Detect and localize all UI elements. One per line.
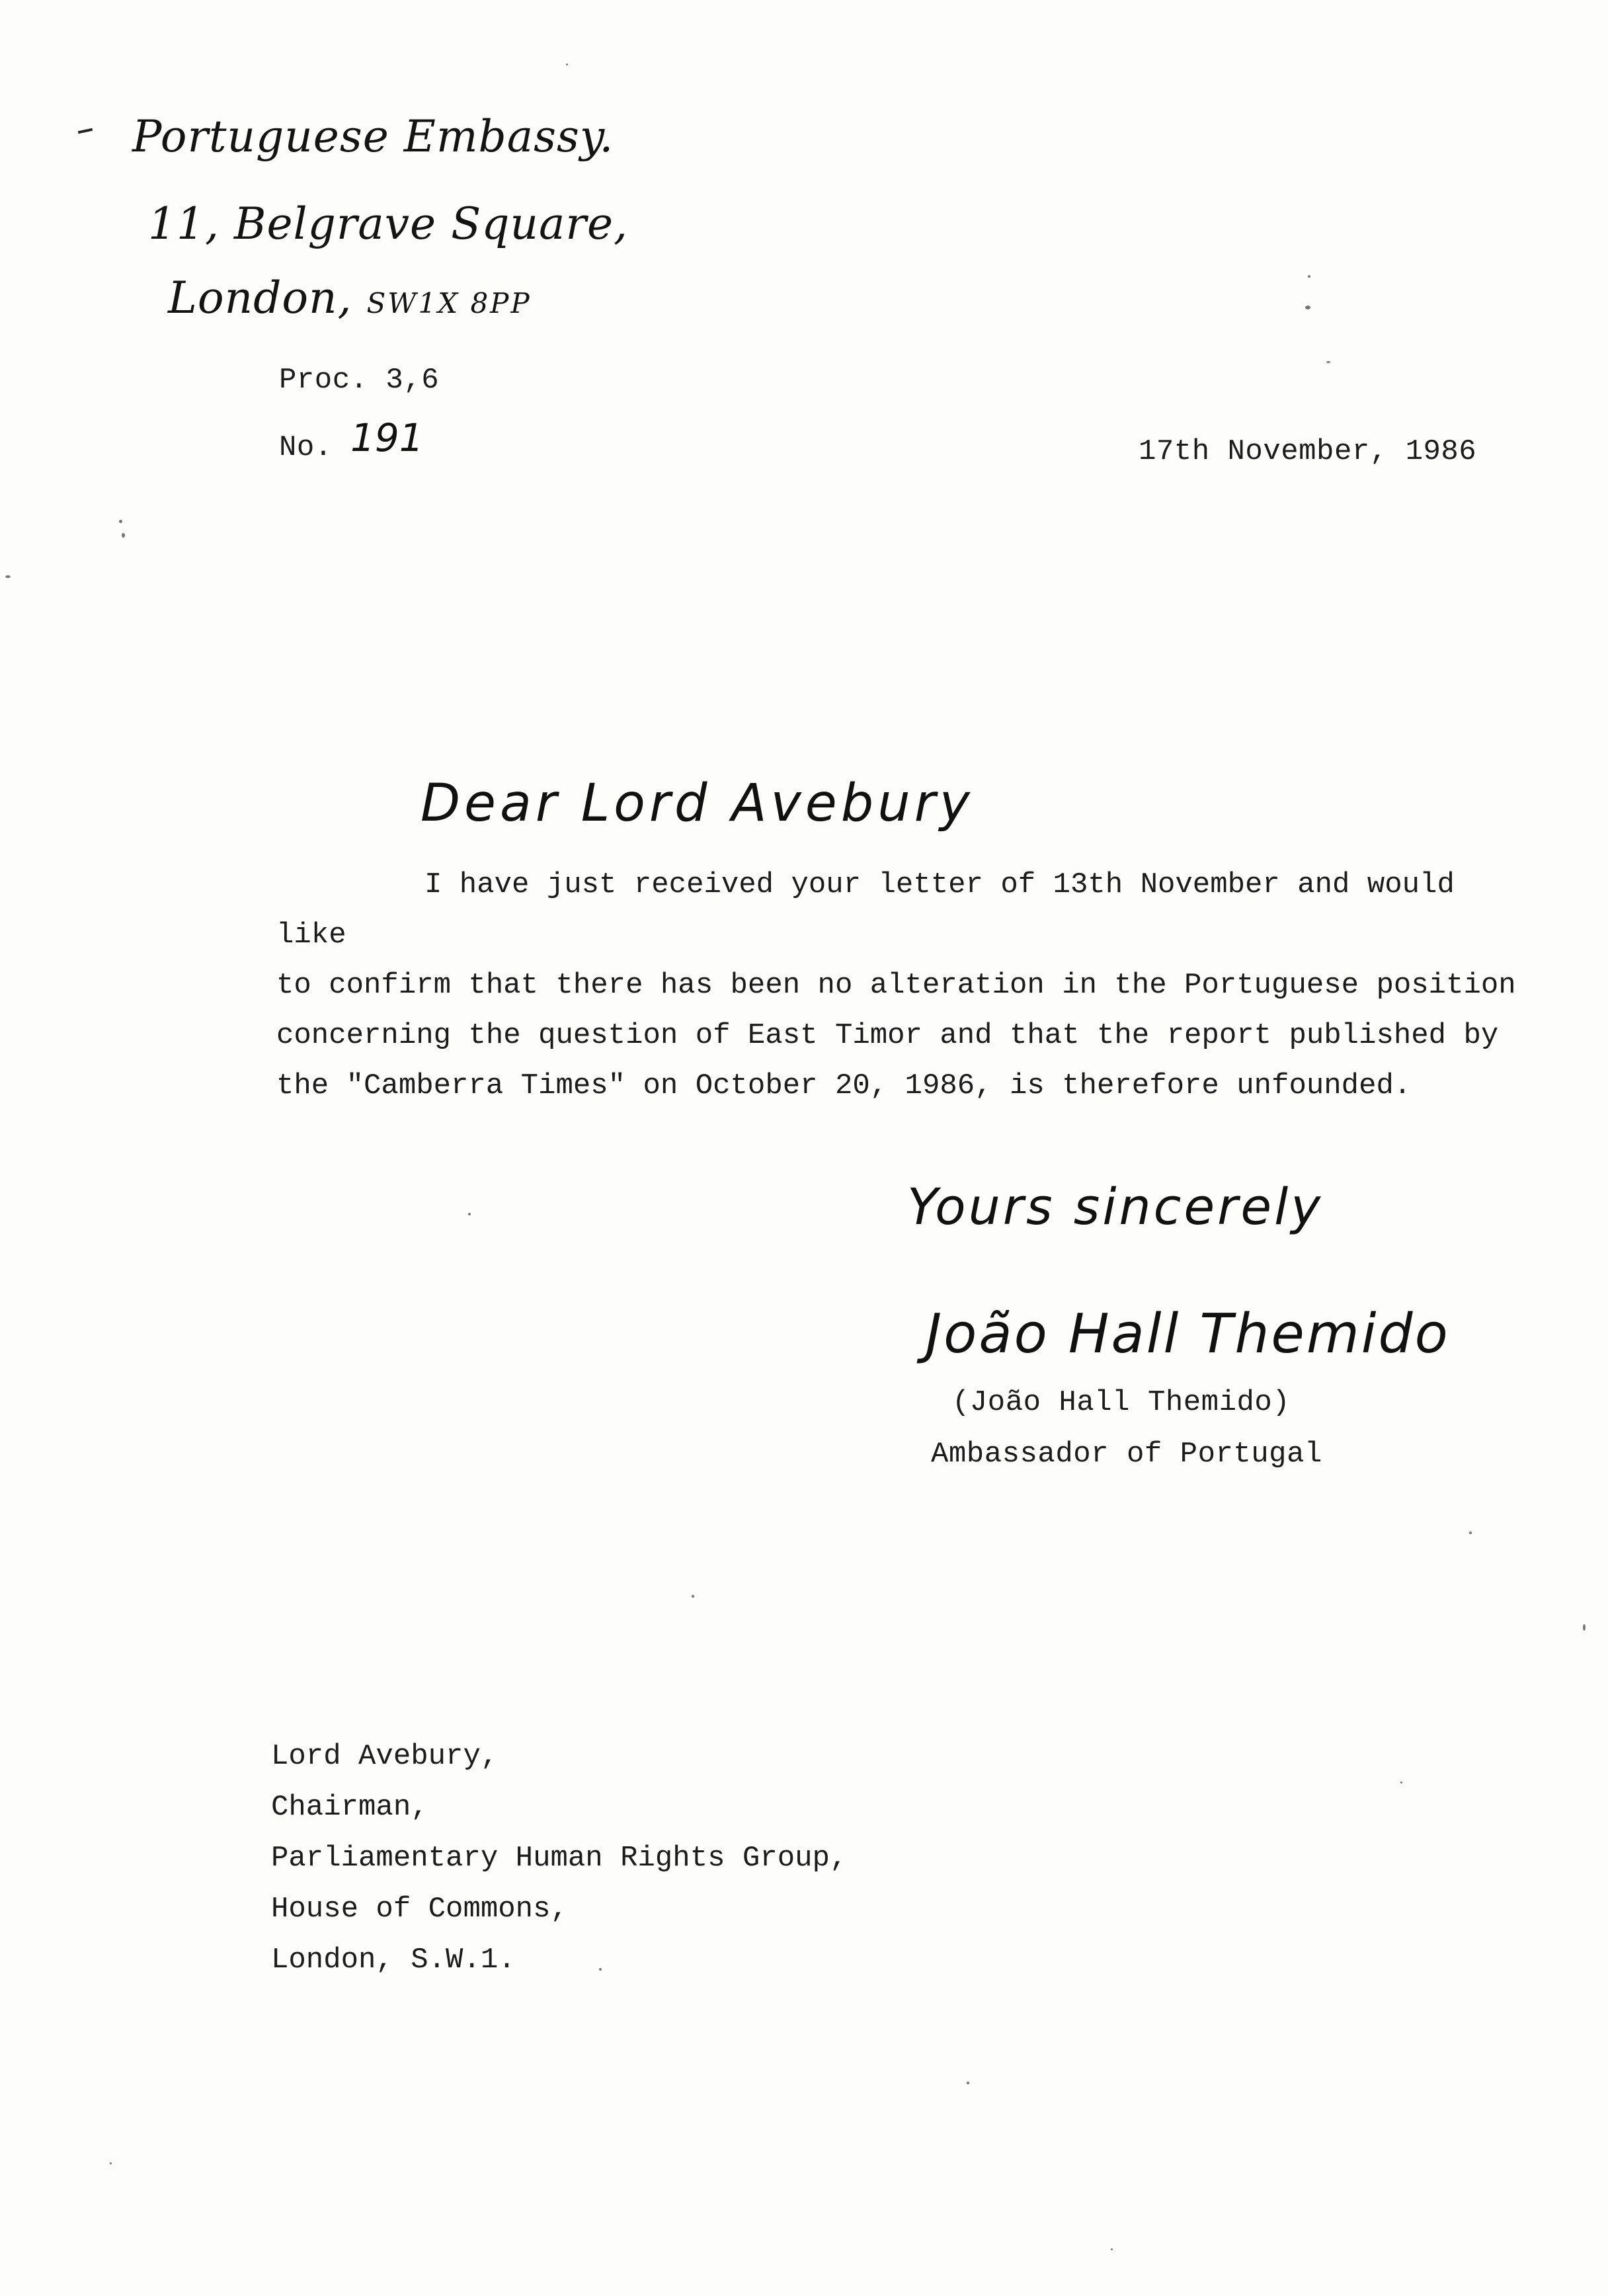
scan-speck: [692, 1595, 694, 1598]
closing-handwritten: Yours sincerely: [907, 1177, 1324, 1236]
body-line-1: I have just received your letter of 13th November and would like: [276, 868, 1455, 952]
letterhead-postcode: SW1X 8PP: [366, 287, 532, 319]
scan-speck: [1583, 1624, 1586, 1631]
scan-speck: [1308, 275, 1310, 278]
recipient-address: [271, 1731, 847, 1986]
reference-number-handwritten: 191: [350, 415, 424, 460]
proc-reference: Proc. 3,6: [279, 364, 440, 397]
scan-speck: [1111, 2248, 1113, 2250]
letterhead-city: London,: [168, 272, 352, 323]
signature-handwritten: João Hall Themido: [926, 1303, 1450, 1366]
letterhead-line-2: 11, Belgrave Square,: [148, 198, 628, 249]
scan-speck: [5, 575, 11, 578]
salutation-handwritten: Dear Lord Avebury: [421, 774, 974, 833]
scan-speck: [1305, 306, 1310, 309]
reference-number-label: No.: [279, 431, 333, 464]
scan-speck: [599, 1968, 602, 1971]
recipient-line-3: Parliamentary Human Rights Group,: [271, 1842, 848, 1875]
letterhead-dash: [78, 128, 93, 134]
scan-speck: [1469, 1532, 1472, 1534]
letter-body: [276, 860, 1533, 1111]
letterhead-line-1: Portuguese Embassy.: [132, 111, 614, 162]
scan-speck: [468, 1213, 471, 1215]
scan-speck: [1326, 361, 1330, 363]
scan-speck: [1400, 1782, 1402, 1784]
recipient-line-4: House of Commons,: [271, 1893, 568, 1926]
recipient-line-5: London, S.W.1.: [271, 1944, 516, 1977]
scan-speck: [119, 520, 122, 523]
scan-speck: [566, 63, 568, 65]
signatory-title: Ambassador of Portugal: [931, 1438, 1322, 1471]
recipient-line-2: Chairman,: [271, 1791, 428, 1824]
scan-speck: [967, 2082, 969, 2084]
letterhead-line-3: [168, 272, 532, 323]
scan-speck: [110, 2162, 112, 2164]
signatory-name: (João Hall Themido): [952, 1386, 1291, 1419]
body-line-3: concerning the question of East Timor and that the report published by: [276, 1019, 1499, 1052]
letter-date: 17th November, 1986: [1139, 435, 1477, 468]
body-line-2: to confirm that there has been no alteration in the Portuguese position: [276, 969, 1516, 1002]
recipient-line-1: Lord Avebury,: [271, 1740, 499, 1773]
body-line-4: the "Camberra Times" on October 20, 1986, is therefore unfounded.: [276, 1069, 1412, 1102]
scan-speck: [122, 533, 125, 538]
